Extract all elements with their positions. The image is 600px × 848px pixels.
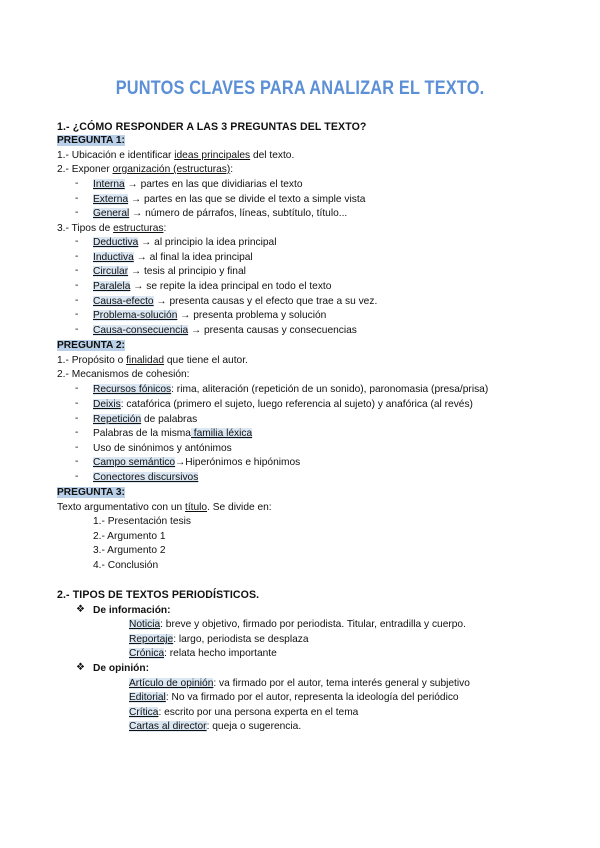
bullet-dash: - xyxy=(75,427,79,438)
bullet-dash: - xyxy=(75,236,79,247)
bullet-dash: - xyxy=(75,398,79,409)
argument-part: 3.- Argumento 2 xyxy=(93,545,166,556)
bullet-dash: - xyxy=(75,280,79,291)
bullet-dash: - xyxy=(75,413,79,424)
p2-line-2: 2.- Mecanismos de cohesión: xyxy=(57,369,190,380)
periodistico-item: Noticia: breve y objetivo, firmado por periodista. Titular, entradilla y cuerpo. xyxy=(129,619,466,630)
section-1-heading: 1.- ¿CÓMO RESPONDER A LAS 3 PREGUNTAS DEL TEXTO? xyxy=(57,121,367,133)
org-item: Interna → partes en las que dividiarias el texto xyxy=(93,179,303,190)
periodistico-item: Artículo de opinión: va firmado por el autor, tema interés general y subjetivo xyxy=(129,678,470,689)
cohesion-item: Conectores discursivos xyxy=(93,472,199,483)
periodistico-item: Crítica: escrito por una persona experta en el tema xyxy=(129,707,359,718)
org-item: General → número de párrafos, líneas, subtítulo, título... xyxy=(93,208,348,219)
bullet-dash: - xyxy=(75,383,79,394)
type-item: Circular → tesis al principio y final xyxy=(93,266,246,277)
document-title: PUNTOS CLAVES PARA ANALIZAR EL TEXTO. xyxy=(115,78,485,99)
bullet-dash: - xyxy=(75,295,79,306)
cohesion-item: Recursos fónicos: rima, aliteración (repetición de un sonido), paronomasia (presa/prisa) xyxy=(93,384,489,395)
bullet-dash: - xyxy=(75,309,79,320)
bullet-dash: - xyxy=(75,265,79,276)
bullet-dash: - xyxy=(75,251,79,262)
type-item: Causa-consecuencia → presenta causas y consecuencias xyxy=(93,325,357,336)
cohesion-item: Deixis: catafórica (primero el sujeto, luego referencia al sujeto) y anafórica (al revés) xyxy=(93,399,473,410)
org-item: Externa → partes en las que se divide el texto a simple vista xyxy=(93,194,366,205)
cohesion-item: Uso de sinónimos y antónimos xyxy=(93,443,232,454)
cohesion-item: Repetición de palabras xyxy=(93,414,198,425)
type-item: Causa-efecto → presenta causas y el efecto que trae a su vez. xyxy=(93,296,378,307)
periodistico-item: Crónica: relata hecho importante xyxy=(129,648,277,659)
cohesion-item: Campo semántico→Hiperónimos e hipónimos xyxy=(93,457,301,468)
p2-line-1: 1.- Propósito o finalidad que tiene el autor. xyxy=(57,355,248,366)
type-item: Problema-solución → presenta problema y solución xyxy=(93,310,327,321)
diamond-bullet-icon: ❖ xyxy=(76,662,85,673)
bullet-dash: - xyxy=(75,193,79,204)
p1-line-2: 2.- Exponer organización (estructuras): xyxy=(57,164,234,175)
p3-line-1: Texto argumentativo con un título. Se divide en: xyxy=(57,502,272,513)
bullet-dash: - xyxy=(75,207,79,218)
type-item: Paralela → se repite la idea principal en todo el texto xyxy=(93,281,332,292)
group-informacion-label: De información: xyxy=(93,605,171,616)
bullet-dash: - xyxy=(75,442,79,453)
bullet-dash: - xyxy=(75,178,79,189)
p1-line-1: 1.- Ubicación e identificar ideas principales del texto. xyxy=(57,150,295,161)
cohesion-item: Palabras de la misma familia léxica xyxy=(93,428,253,439)
type-item: Inductiva → al final la idea principal xyxy=(93,252,253,263)
pregunta-3-label: PREGUNTA 3: xyxy=(57,487,125,498)
type-item: Deductiva → al principio la idea principal xyxy=(93,237,277,248)
pregunta-2-label: PREGUNTA 2: xyxy=(57,340,125,351)
argument-part: 4.- Conclusión xyxy=(93,560,159,571)
periodistico-item: Reportaje: largo, periodista se desplaza xyxy=(129,634,309,645)
p1-line-3: 3.- Tipos de estructuras: xyxy=(57,223,167,234)
diamond-bullet-icon: ❖ xyxy=(76,604,85,615)
section-2-heading: 2.- TIPOS DE TEXTOS PERIODÍSTICOS. xyxy=(57,589,260,601)
argument-part: 2.- Argumento 1 xyxy=(93,531,166,542)
periodistico-item: Cartas al director: queja o sugerencia. xyxy=(129,721,302,732)
group-opinion-label: De opinión: xyxy=(93,663,150,674)
bullet-dash: - xyxy=(75,324,79,335)
pregunta-1-label: PREGUNTA 1: xyxy=(57,135,125,146)
periodistico-item: Editorial: No va firmado por el autor, representa la ideología del periódico xyxy=(129,692,459,703)
argument-part: 1.- Presentación tesis xyxy=(93,516,191,527)
bullet-dash: - xyxy=(75,456,79,467)
bullet-dash: - xyxy=(75,471,79,482)
